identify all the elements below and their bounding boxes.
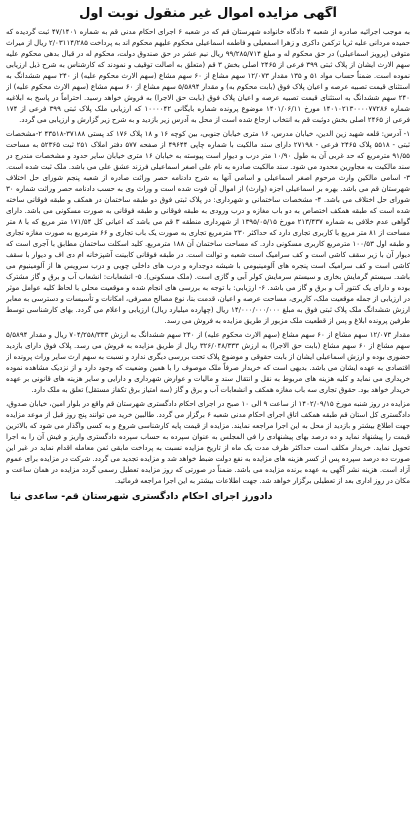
notice-signature: دادورز اجرای احکام دادگستری شهرستان قم- ساعدی نیا (10, 491, 273, 502)
notice-paragraph-4: مزایده در روز شنبه مورخ ۱۴۰۲/۰۹/۱۵ از ساعت ۹ الی ۱۰ صبح در اجرای احکام دادگستری شهرستان قم واقع در بلوار امین، خیابان صدوق، دادگستری کل استان قم طبقه همکف اتاق اجرای احکام مدنی شعبه ۶ برگزار می گردد. طالبین خرید می توانند پنج روز قبل از موعد مزایده جهت اطلاع بیشتر و بازدید از محل به این اجرا مراجعه نمایند. مزایده از قیمت پایه کارشناسی شروع و به کسی واگذار می شود که بالاترین قیمت را پیشنهاد نماید و ده درصد بهای پیشنهادی را فی المجلس به عنوان سپرده به حساب سپرده دادگستری واریز و فیش آن را به اجرا تحویل نماید. خریدار مکلف است حداکثر ظرف مدت یک ماه از تاریخ مزایده نسبت به پرداخت مابقی ثمن معامله اقدام نماید در غیر این صورت ده درصد سپرده پس از کسر هزینه های مزایده به نفع دولت ضبط خواهد شد و مزایده تجدید می گردد. شرکت در مزایده برای عموم آزاد است. هزینه نشر آگهی به عهده برنده مزایده می باشد. ضمناً در صورتی که روز مزایده تعطیل رسمی گردد مزایده در همان ساعت و مکان در روز اداری بعد از تعطیلی برگزار خواهد شد. جهت اطلاعات بیشتر به این اجرا مراجعه فرمائید. (6, 399, 410, 485)
notice-title: آگهی مزایده اموال غیر منقول نوبت اول (79, 6, 337, 21)
notice-paragraph-1: به موجب اجرائیه صادره از شعبه ۴ دادگاه خانواده شهرستان قم که در شعبه ۶ اجرای احکام مدنی قم به شماره ۴۷/۱۴۰۱ ثبت گردیده که حمیده مردانی علیه ثریا ترکمن داکری و زهرا اسمعیلی و فاطمه اسماعیلی محکوم علیهم محکوم اند به پرداخت ۲/۰۳۱۱۴/۲۸۵ ریال از میراث متوفی (پرویز اسماعیلی) در حق محکوم له و مبلغ ۹۹/۲۸۵/۷۱۴ ریال نیم عشر در حق صندوق دولت، محکوم له در قبال بدهی محکوم علیه سهم الارث ایشان از پلاک ثبتی ۳۹۹ فرعی از ۲۴۶۵ اصلی بخش ۳ قم (متعلق به اصالت توقیف و نمودند که کارشناس به شرح ذیل ارزیابی نموده است. ضمناً حساب مواد ۵۱ و ۱۳۵ مقدار ۱۲/۰۷۳ سهم مشاع از ۶۰ سهم مشاع (سهم الارث محکوم علیه) از ۲۴۰ سهم ششدانگ به استثنای قیمت تصبیه عرصه و اعیان پلاک فوق (بابت محکوم به) و مقدار ۵/۵۸۹۴ سهم مشاع از ۶۰ سهم مشاع (سهم الارث محکوم علیه) از ۲۴۰ سهم ششدانگ به استثنای قیمت تصبیه عرصه و اعیان پلاک فوق (بابت حق الاجرا) به فروش خواهد رسید. احتراماً در پاسخ به ابلاغیه شماره ۱۴۰۱۰۲۱۳۰۰۰۰۷۷۲۸۶ مورخ ۱۴۰۱/۰۶/۱۱ موضوع پرونده شماره بایگانی ۱۰۰۰۰۴۲ که ارزیابی ملک پلاک ثبتی ۳۹۹ فرعی از ۱۷۴ فرعی از ۲۴۶۵ اصلی بخش دوثبت قم به انتخاب ارجاع شده است از محل به آدرس زیر بازدید و به شرح زیر گزارش و ارزیابی می گردد. (6, 27, 410, 124)
auction-notice (6, 6, 410, 812)
notice-paragraph-2: ۱- آدرس: قلعه شهید زین الدین، خیابان مدرس، ۱۶ متری خیابان جنوبی، بین کوچه ۱۶ و ۱۸ پلاک ۱۷۶ کد پستی ۳۷۱۸۸-۴۳۵۱۸ ۲-مشخصات ثبتی - ۵۵۱۸ پلاک ۲۴۶۵ فرعی - ۲۷۱۹۸ دارای سند مالکیت با شماره چاپی ۴۹۶۴۴ از صفحه ۵۷۷ دفتر املاک ۲۵۱ ثبت ۵۲۳۶۵ به مساحت ۹۱/۵۵ مترمربع که حد غربی آن به طول ۱۰/۹۰ متر درب و دیوار است پیوسته به خیابان ۱۶ متری خیابان سایر حدود و مشخصات مندرج در سند مالکیت به مجاورین محدود می شود. سند مالکیت صادره به نام علی اصغر اسماعیلی فرزند عشق علی می باشد. ملک ثبت شده است. ۳- اسامی مالکین وارث مرحوم اصغر اسماعیلی و اسامی آنها به شرح دادنامه حصر وراثت صادره از شعبه پنجم شورای حل اختلاف شهرستان قم می باشد. بهره بر اسماعیلی اجزه (وارث) از اموال آن فوت شده است و وراث وی به حسب دادنامه حصر وراثت شماره ۳۰ شورای حل اختلاف می باشد. ۴- مشخصات ساختمانی و شهرداری: در پلاک ثبتی فوق دو طبقه ساختمان در همکف و طبقه فوقانی ساخته شده است که طبقه همکف اختصاص به دو باب مغازه و درب ورودی به طبقه فوقانی و طبقه فوقانی به صورت مسکونی می باشد. دارای گواهی عدم خلافی به شماره ۲۱۳/۴۳۷ مورخ ۱۳۹۵/۰۵/۱۵ از شهرداری منطقه ۳ قم می باشد که اعیانی کل ۱۷۱/۵۴ متر مربع که با ۸ متر مساحت از ۸۱ متر مربع با کاربری تجاری دارد که حداکثر ۲۳۰ مترمربع تجاری به صورت یک باب تجاری و ۶۶ مترمربع به صورت مغازه تجاری و طبقه اول ۱۰۰/۵۳ مترمربع کاربری مسکونی دارد. که مساحت ساختمان آن ۱۸۸ مترمربع. کلید اسکلت ساختمان مطابق با آجری است که دیوار آن با زیر سقف کاشی است و کف سرامیک است شعبه و توالت است. در طبقه فوقانی کابینت آشپزخانه ام دی اف و دیوار با سقف کاشی است و کف سرامیک است پنجره های آلومینیومی با شیشه دوجداره و درب های داخلی چوبی و درب سرویس ها از آلومینیوم می باشد. سیستم گرمایش بخاری و سیستم سرمایش کولر آبی و گازی است. (ملک مسکونی). ۵- انشعابات: انشعاب آب و برق و گاز مشترک بوده و دارای یک کنتور آب و برق و گاز می باشد. ۶- ارزیابی: با توجه به بررسی های انجام شده و موقعیت محلی با لحاظ کلیه عوامل موثر در ارزیابی از جمله موقعیت ملک، کاربری، مساحت عرصه و اعیان، قدمت بنا، نوع مصالح مصرفی، امکانات و تأسیسات و دسترسی به معابر ارزش ششدانگ ملک پلاک ثبتی فوق به مبلغ ۱۴/۰۰۰/۰۰۰/۰۰۰ ریال (چهارده میلیارد ریال) ارزیابی و اعلام می گردد. بهای کارشناسی توسط طرفین پرونده ابلاغ و پس از قطعیت ملک مزبور از طریق مزایده به فروش می رسد. (6, 129, 410, 325)
notice-paragraph-3: مقدار ۱۲/۰۷۳ سهم مشاع از ۶۰ سهم مشاع (سهم الارث محکوم علیه) از ۲۴۰ سهم ششدانگ به ارزش ۷۰۴/۲۵۸/۳۳۳ ریال و مقدار ۵/۵۸۹۴ سهم مشاع از ۶۰ سهم مشاع (بابت حق الاجرا) به ارزش ۳۲۶/۰۴۸/۳۳۳ ریال از طریق مزایده به فروش می رسد. پلاک فوق دارای بازدید حضوری بوده و ارزش اسماعیلی ایشان از بابت حقوقی و موضوع پلاک تحت بررسی دیگری ندارد و نسبت به سهم ارث سایر وراث پرونده از اقتصادی به عهده ایشان می باشد. بدیهی است که خریدار صرفاً ملک موصوف را با همین وضعیت که وجود دارد و از نزدیک مشاهده نموده خریداری می نماید و کلیه هزینه های مربوط به نقل و انتقال سند و مالیات و عوارض شهرداری و دارایی و سایر هزینه های قانونی بر عهده خریدار خواهد بود. حقوق تجاری سه باب مغازه همکف و انشعابات آب و برق و گاز (سه امتیاز برق تکفاز مستقل) تعلق به ملک دارد. (6, 330, 410, 394)
